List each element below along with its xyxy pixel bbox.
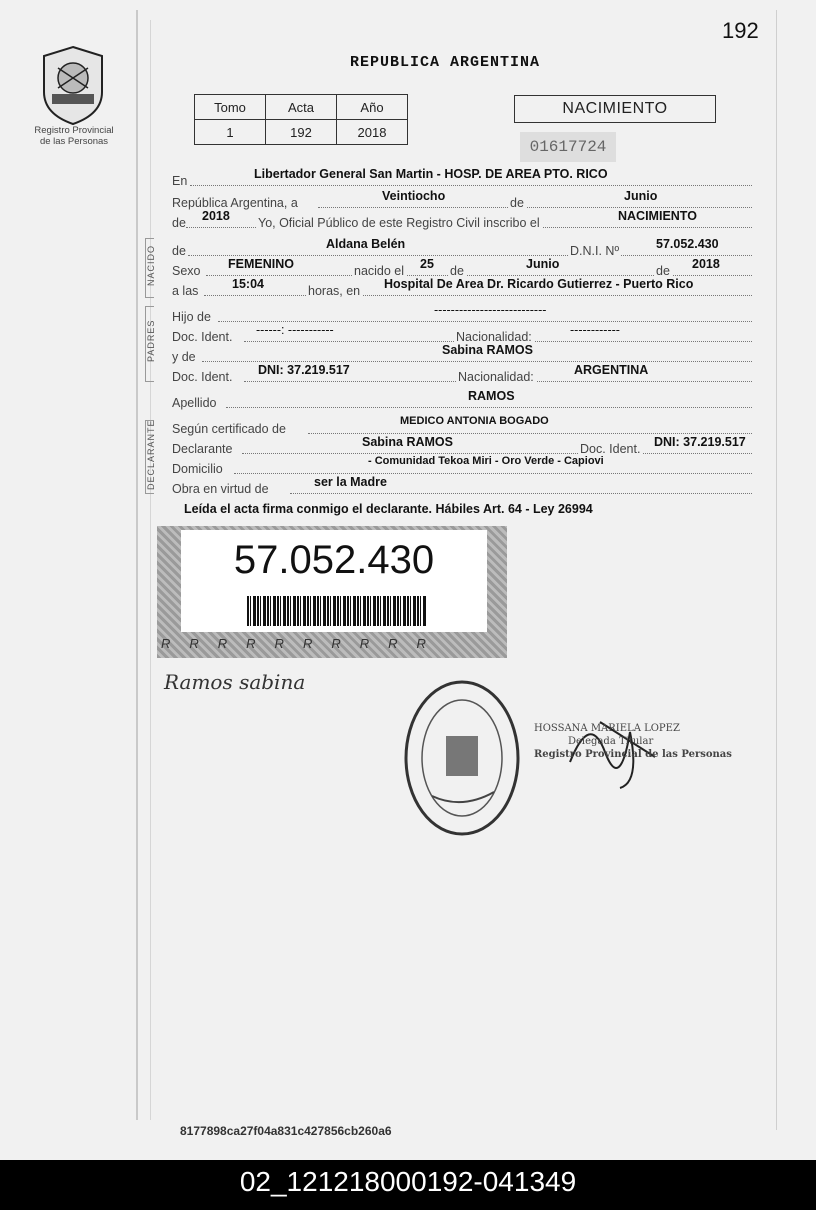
label-certificado: Según certificado de xyxy=(172,422,286,436)
header-acta: Acta xyxy=(266,95,337,120)
value-doc-padre: ------: ----------- xyxy=(256,323,334,337)
value-mes: Junio xyxy=(624,189,658,203)
value-padre: --------------------------- xyxy=(434,303,547,317)
value-anio: 2018 xyxy=(337,120,408,145)
closing-statement: Leída el acta firma conmigo el declarante. Hábiles Art. 64 - Ley 26994 xyxy=(184,502,593,516)
dotted-line xyxy=(226,407,752,408)
dotted-line xyxy=(218,321,752,322)
label-horas-en: horas, en xyxy=(308,284,361,298)
value-tomo: 1 xyxy=(195,120,266,145)
fold-line xyxy=(136,10,138,1120)
value-lugar: Hospital De Area Dr. Ricardo Gutierrez - Puerto Rico xyxy=(384,277,694,291)
value-doc-madre: DNI: 37.219.517 xyxy=(258,363,350,377)
footer-bar xyxy=(0,1160,816,1210)
document-hash: 8177898ca27f04a831c427856cb260a6 xyxy=(180,1124,392,1138)
row-hora xyxy=(172,277,756,300)
dotted-line xyxy=(318,207,752,208)
row-anio xyxy=(172,209,756,232)
label-de: de xyxy=(510,196,524,210)
value-apellido: RAMOS xyxy=(468,389,515,403)
label-de2: de xyxy=(172,216,186,230)
row-doc-madre xyxy=(172,363,756,386)
dotted-line xyxy=(290,493,752,494)
dotted-line xyxy=(308,433,752,434)
value-dni: 57.052.430 xyxy=(656,237,719,251)
page-number: 192 xyxy=(722,18,759,43)
value-inscribo: NACIMIENTO xyxy=(618,209,697,223)
label-nacionalidad: Nacionalidad: xyxy=(456,330,532,344)
value-declarante: Sabina RAMOS xyxy=(362,435,453,449)
row-obra xyxy=(172,475,756,498)
label-en: En xyxy=(172,174,188,188)
registry-label-line1: Registro Provincial xyxy=(34,125,114,136)
table-row xyxy=(195,120,408,145)
row-en xyxy=(172,167,756,190)
label-nacionalidad: Nacionalidad: xyxy=(458,370,534,384)
label-doc-ident: Doc. Ident. xyxy=(172,330,233,344)
label-sexo: Sexo xyxy=(172,264,201,278)
dotted-line xyxy=(190,185,752,186)
official-stamp-icon xyxy=(402,678,522,838)
value-anio-nac: 2018 xyxy=(692,257,720,271)
official-name: HOSSANA MARIELA LOPEZ xyxy=(534,723,680,734)
label-dni: D.N.I. Nº xyxy=(570,244,620,258)
table-header-row xyxy=(195,95,408,120)
label-a-las: a las xyxy=(172,284,199,298)
value-nac-padre: ------------ xyxy=(570,323,620,337)
serial-number: 01617724 xyxy=(520,132,616,162)
declarant-signature: Ramos sabina xyxy=(164,670,306,694)
dni-sticker-panel xyxy=(181,530,487,632)
tomo-acta-table xyxy=(194,94,408,145)
label-doc-ident: Doc. Ident. xyxy=(580,442,641,456)
right-edge-line xyxy=(776,10,777,1130)
label-de: de xyxy=(450,264,464,278)
act-type-box: NACIMIENTO xyxy=(514,95,716,123)
label-de: de xyxy=(656,264,670,278)
official-office: Registro Provincial de las Personas xyxy=(534,749,732,760)
label-domicilio: Domicilio xyxy=(172,462,223,476)
dotted-line xyxy=(242,453,752,454)
registry-seal-icon xyxy=(38,44,108,126)
row-apellido xyxy=(172,389,756,412)
value-certificado: MEDICO ANTONIA BOGADO xyxy=(400,415,549,427)
section-declarante-label: DECLARANTE xyxy=(146,419,156,490)
label-nacido-el: nacido el xyxy=(354,264,405,278)
value-madre: Sabina RAMOS xyxy=(442,343,533,357)
registry-label xyxy=(22,125,126,147)
header-tomo: Tomo xyxy=(195,95,266,120)
label-yo: Yo, Oficial Público de este Registro Civil inscribo el xyxy=(258,216,540,230)
dotted-line xyxy=(188,255,752,256)
label-apellido: Apellido xyxy=(172,396,217,410)
row-domicilio xyxy=(172,455,756,478)
section-padres-label: PADRES xyxy=(146,319,156,362)
dni-sticker xyxy=(157,526,507,658)
value-hora: 15:04 xyxy=(232,277,264,291)
label-de: de xyxy=(172,244,186,258)
registry-label-line2: de las Personas xyxy=(39,136,109,147)
official-block xyxy=(534,722,732,761)
value-nac-madre: ARGENTINA xyxy=(574,363,649,377)
label-y-de: y de xyxy=(172,350,196,364)
footer-code: 02_121218000192-041349 xyxy=(239,1166,577,1197)
label-obra: Obra en virtud de xyxy=(172,482,269,496)
header-anio: Año xyxy=(337,95,408,120)
value-anio-acta: 2018 xyxy=(202,209,230,223)
label-doc-ident: Doc. Ident. xyxy=(172,370,233,384)
margin-line xyxy=(150,20,151,1120)
value-mes-nac: Junio xyxy=(526,257,560,271)
value-dia-nac: 25 xyxy=(420,257,434,271)
section-nacido-label: NACIDO xyxy=(146,244,156,286)
value-doc-declarante: DNI: 37.219.517 xyxy=(654,435,746,449)
label-declarante: Declarante xyxy=(172,442,233,456)
page-title: REPUBLICA ARGENTINA xyxy=(349,54,541,71)
value-sexo: FEMENINO xyxy=(228,257,294,271)
dni-sticker-number: 57.052.430 xyxy=(233,538,435,582)
value-en: Libertador General San Martin - HOSP. DE AREA PTO. RICO xyxy=(254,167,608,181)
label-hijo-de: Hijo de xyxy=(172,310,211,324)
security-watermark: RRRRRRRRRR xyxy=(161,636,445,651)
dotted-line xyxy=(234,473,752,474)
value-dia: Veintiocho xyxy=(382,189,446,203)
value-nombre: Aldana Belén xyxy=(326,237,406,251)
official-role: Delegada Titular xyxy=(568,736,654,747)
value-obra: ser la Madre xyxy=(314,475,387,489)
dotted-line xyxy=(204,295,752,296)
value-acta: 192 xyxy=(266,120,337,145)
barcode-icon xyxy=(247,596,427,626)
label-republica: República Argentina, a xyxy=(172,196,298,210)
value-domicilio: - Comunidad Tekoa Miri - Oro Verde - Capiovi xyxy=(368,455,604,467)
dotted-line xyxy=(202,361,752,362)
